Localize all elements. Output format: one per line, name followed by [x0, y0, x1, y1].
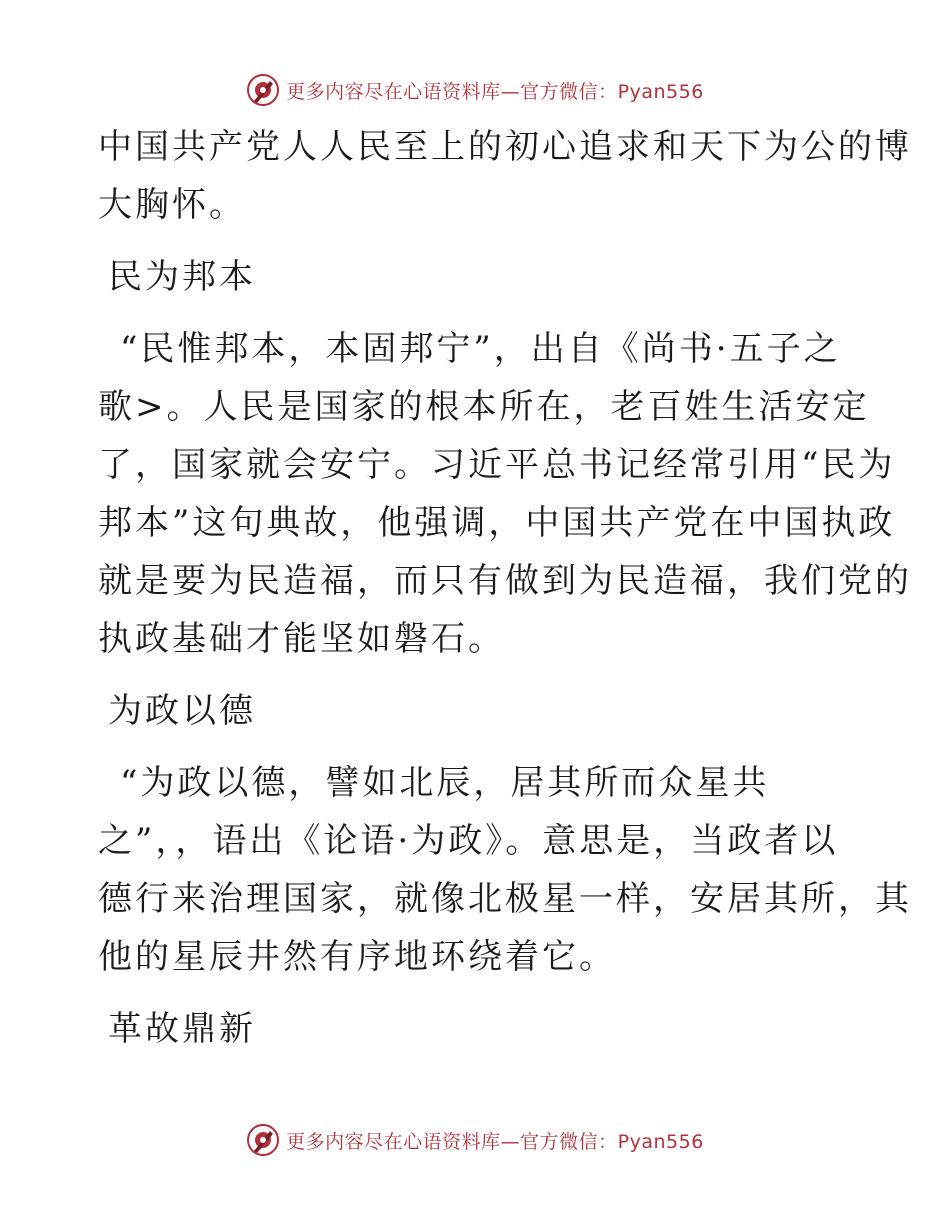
paragraph-line: 就是要为民造福，而只有做到为民造福，我们党的 — [98, 561, 912, 601]
footer-banner-text: 更多内容尽在心语资料库—官方微信：Pyan556 — [286, 1130, 704, 1153]
document-body — [98, 118, 912, 1058]
paragraph-line: 他的星辰井然有序地环绕着它。 — [98, 937, 616, 977]
paragraph-line: 歌>。人民是国家的根本所在，老百姓生活安定 — [98, 387, 870, 427]
paragraph-line: 德行来治理国家，就像北极星一样，安居其所，其 — [98, 879, 912, 919]
header-banner — [0, 70, 950, 110]
paragraph-line: “民惟邦本，本固邦宁”，出自《尚书·五子之 — [120, 329, 841, 369]
paragraph-line: 执政基础才能坚如磐石。 — [98, 619, 505, 659]
header-banner-text: 更多内容尽在心语资料库—官方微信：Pyan556 — [286, 80, 704, 103]
paragraph-line: 中国共产党人人民至上的初心追求和天下为公的博 — [98, 127, 912, 167]
paragraph-line: 之”，，语出《论语·为政》。意思是，当政者以 — [98, 821, 839, 861]
quill-logo-icon — [246, 1123, 280, 1157]
paragraph-line: 了，国家就会安宁。习近平总书记经常引用“民为 — [98, 445, 896, 485]
section-heading: 革故鼎新 — [108, 1009, 256, 1049]
paragraph-line: 大胸怀。 — [98, 185, 246, 225]
section-heading: 为政以德 — [108, 691, 256, 731]
paragraph-line: “为政以德，譬如北辰，居其所而众星共 — [120, 763, 770, 803]
section-heading: 民为邦本 — [108, 257, 256, 297]
paragraph-line: 邦本”这句典故，他强调，中国共产党在中国执政 — [98, 503, 896, 543]
footer-banner — [0, 1120, 950, 1160]
quill-logo-icon — [246, 73, 280, 107]
